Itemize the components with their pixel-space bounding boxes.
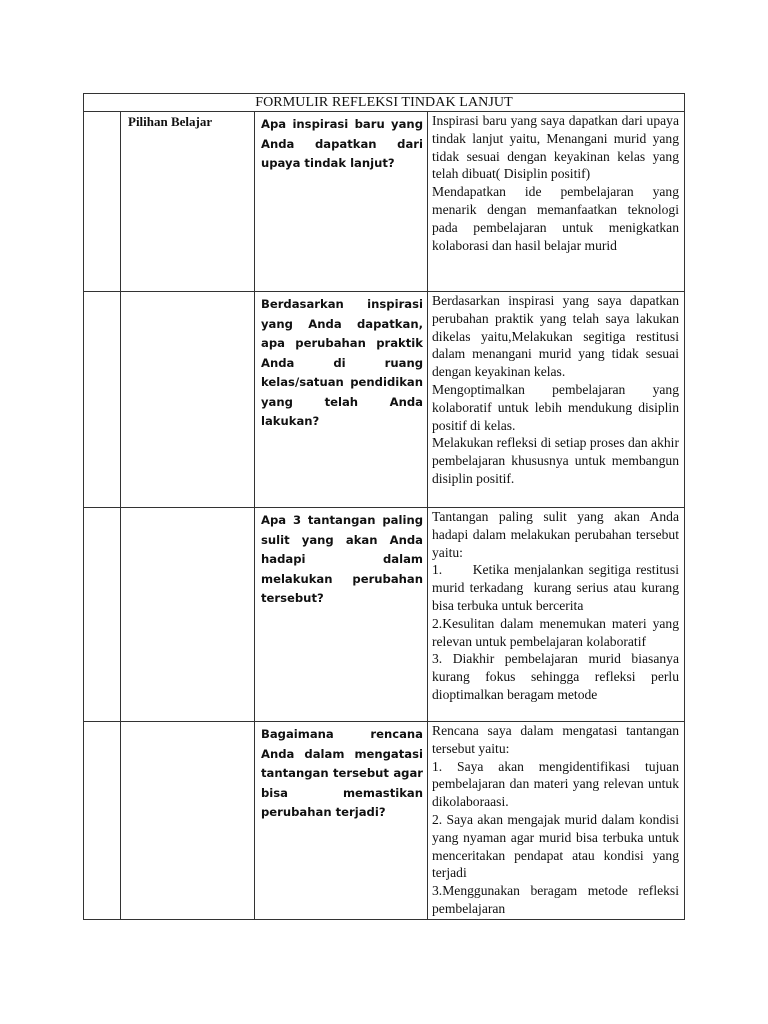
answer-paragraph: 1. Ketika menjalankan segitiga restitusi murid terkadang kurang serius atau kurang bisa terbuka untuk bercerita (432, 562, 683, 613)
answer-paragraph: Inspirasi baru yang saya dapatkan dari upaya tindak lanjut yaitu, Menangani murid yang tidak sesuai dengan keyakinan kelas yang telah dibuat( Disiplin positif) (432, 113, 679, 182)
question-text: Apa inspirasi baru yang Anda dapatkan dari upaya tindak lanjut? (261, 117, 423, 170)
answer-paragraph: Melakukan refleksi di setiap proses dan akhir pembelajaran khususnya untuk membangun disiplin positif. (432, 435, 679, 486)
answer-cell (428, 112, 685, 292)
question-cell (255, 508, 428, 722)
question-text: Apa 3 tantangan paling sulit yang akan Anda hadapi dalam melakukan perubahan tersebut? (261, 513, 423, 605)
answer-paragraph: Tantangan paling sulit yang akan Anda hadapi dalam melakukan perubahan tersebut yaitu: (432, 509, 679, 560)
category-label: Pilihan Belajar (128, 114, 213, 129)
answer-paragraph: 3. Diakhir pembelajaran murid biasanya kurang fokus sehingga refleksi perlu dioptimalkan beragam metode (432, 651, 679, 702)
label-cell (121, 292, 255, 508)
number-cell (84, 292, 121, 508)
label-cell (121, 112, 255, 292)
number-cell (84, 722, 121, 920)
answer-text (428, 508, 684, 704)
answer-paragraph: Berdasarkan inspirasi yang saya dapatkan perubahan praktik yang telah saya lakukan dikelas yaitu,Melakukan segitiga restitusi dalam menangani murid yang tidak sesuai dengan keyakinan kelas. (432, 293, 679, 380)
table-row (84, 722, 685, 920)
answer-paragraph: 2. Saya akan mengajak murid dalam kondisi yang nyaman agar murid bisa terbuka untuk menceritakan pendapat atau kondisi yang terjadi (432, 811, 679, 881)
label-cell (121, 722, 255, 920)
answer-text (428, 722, 684, 918)
question-cell (255, 112, 428, 292)
question-cell (255, 722, 428, 920)
table-row (84, 292, 685, 508)
answer-text (428, 292, 684, 488)
reflection-form-table (83, 93, 685, 920)
answer-paragraph: Mengoptimalkan pembelajaran yang kolaboratif untuk lebih mendukung disiplin positif di kelas. (432, 381, 679, 433)
answer-text (428, 112, 684, 254)
answer-paragraph: 3.Menggunakan beragam metode refleksi pembelajaran (432, 883, 679, 916)
form-title: FORMULIR REFLEKSI TINDAK LANJUT (84, 94, 685, 112)
question-cell (255, 292, 428, 508)
question-text: Berdasarkan inspirasi yang Anda dapatkan, apa perubahan praktik Anda di ruang kelas/satuan pendidikan yang telah Anda lakukan? (261, 297, 423, 428)
number-cell (84, 112, 121, 292)
title-row (84, 94, 685, 112)
answer-cell (428, 508, 685, 722)
number-cell (84, 508, 121, 722)
table-row (84, 508, 685, 722)
label-cell (121, 508, 255, 722)
question-text: Bagaimana rencana Anda dalam mengatasi tantangan tersebut agar bisa memastikan perubahan terjadi? (261, 727, 423, 819)
answer-paragraph: 2.Kesulitan dalam menemukan materi yang relevan untuk pembelajaran kolaboratif (432, 615, 679, 649)
answer-cell (428, 722, 685, 920)
answer-paragraph: 1. Saya akan mengidentifikasi tujuan pembelajaran dan materi yang relevan untuk dikolaboraasi. (432, 758, 679, 810)
table-row (84, 112, 685, 292)
answer-cell (428, 292, 685, 508)
answer-paragraph: Mendapatkan ide pembelajaran yang menarik dengan memanfaatkan teknologi pada pembelajaran untuk menigkatkan kolaborasi dan hasil belajar murid (432, 184, 679, 253)
answer-paragraph: Rencana saya dalam mengatasi tantangan tersebut yaitu: (432, 723, 679, 756)
